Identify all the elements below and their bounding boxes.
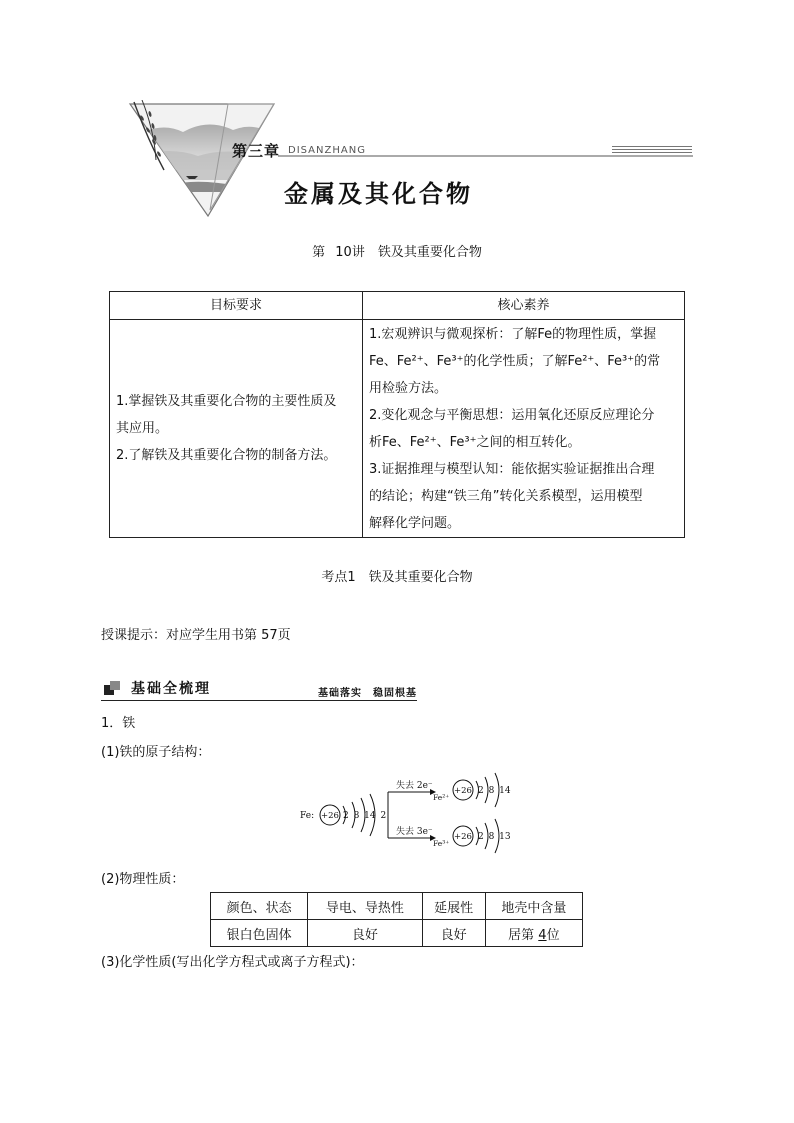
- literacy-line: 2.变化观念与平衡思想：运用氧化还原反应理论分: [369, 407, 655, 423]
- literacy-cell: [363, 320, 685, 538]
- table-header-cell: 延展性: [422, 893, 485, 920]
- requirement-line: 其应用。: [116, 421, 169, 436]
- lose-2e-label: 失去 2e⁻: [396, 781, 433, 791]
- objectives-header-requirements: 目标要求: [110, 292, 363, 320]
- literacy-line: Fe、Fe²⁺、Fe³⁺的化学性质；了解Fe²⁺、Fe³⁺的常: [369, 353, 661, 369]
- fe-nucleus-charge: +26: [321, 811, 339, 821]
- literacy-line: 的结论；构建“铁三角”转化关系模型，运用模型: [369, 488, 643, 504]
- fe3-nucleus-charge: +26: [454, 832, 472, 842]
- fe3-label: Fe³⁺: [433, 839, 450, 848]
- heading-physical-properties: (2)物理性质：: [101, 872, 185, 887]
- heading-iron: 1．铁: [101, 716, 136, 731]
- requirements-cell: [110, 320, 363, 538]
- reaction-brace: [388, 792, 393, 838]
- heading-atomic-structure: (1)铁的原子结构：: [101, 745, 211, 760]
- literacy-line: 用检验方法。: [369, 380, 448, 396]
- chapter-pinyin: DISANZHANG: [288, 145, 366, 156]
- table-header-cell: 地壳中含量: [485, 893, 582, 920]
- objectives-header-literacy: 核心素养: [363, 292, 685, 320]
- literacy-line: 析Fe、Fe²⁺、Fe³⁺之间的相互转化。: [369, 434, 581, 450]
- kaodian-title: 考点1 铁及其重要化合物: [321, 570, 473, 585]
- heading-chemical-properties: (3)化学性质(写出化学方程式或离子方程式)：: [101, 955, 364, 970]
- lecture-title: 第 10讲 铁及其重要化合物: [312, 245, 482, 260]
- table-cell: 良好: [422, 920, 485, 947]
- fe-shell-numbers: 2 8 14 2: [343, 811, 387, 821]
- fe-label: Fe:: [300, 811, 315, 821]
- chapter-label: 第三章: [232, 142, 281, 160]
- fe2-label: Fe²⁺: [433, 793, 450, 802]
- table-cell: 良好: [308, 920, 422, 947]
- objectives-table: [109, 291, 685, 538]
- fe2-nucleus-charge: +26: [454, 786, 472, 796]
- fe2-shell-numbers: 2 8 14: [478, 786, 511, 796]
- section-title: 基础全梳理: [131, 681, 211, 697]
- physical-properties-table: [210, 892, 583, 947]
- literacy-line: 1.宏观辨识与微观探析：了解Fe的物理性质，掌握: [369, 326, 657, 342]
- table-header-cell: 颜色、状态: [211, 893, 308, 920]
- atomic-structure-diagram: [290, 770, 530, 860]
- chapter-title: 金属及其化合物: [284, 180, 473, 208]
- abundance-prefix: 居第: [508, 927, 535, 943]
- lesson-hint: 授课提示：对应学生用书第 57页: [101, 628, 291, 643]
- lose-3e-label: 失去 3e⁻: [396, 827, 433, 837]
- section-tag: 基础落实 稳固根基: [318, 688, 417, 699]
- literacy-line: 解释化学问题。: [369, 515, 461, 531]
- fe3-shell-numbers: 2 8 13: [478, 832, 511, 842]
- abundance-suffix: 位: [546, 927, 560, 943]
- section-square-icon: [104, 681, 120, 695]
- abundance-value: 4: [538, 927, 547, 943]
- table-header-cell: 导电、导热性: [308, 893, 422, 920]
- abundance-cell: [485, 920, 582, 947]
- requirement-line: 1.掌握铁及其重要化合物的主要性质及: [116, 394, 337, 409]
- literacy-line: 3.证据推理与模型认知：能依据实验证据推出合理: [369, 461, 655, 477]
- table-cell: 银白色固体: [211, 920, 308, 947]
- requirement-line: 2.了解铁及其重要化合物的制备方法。: [116, 448, 337, 463]
